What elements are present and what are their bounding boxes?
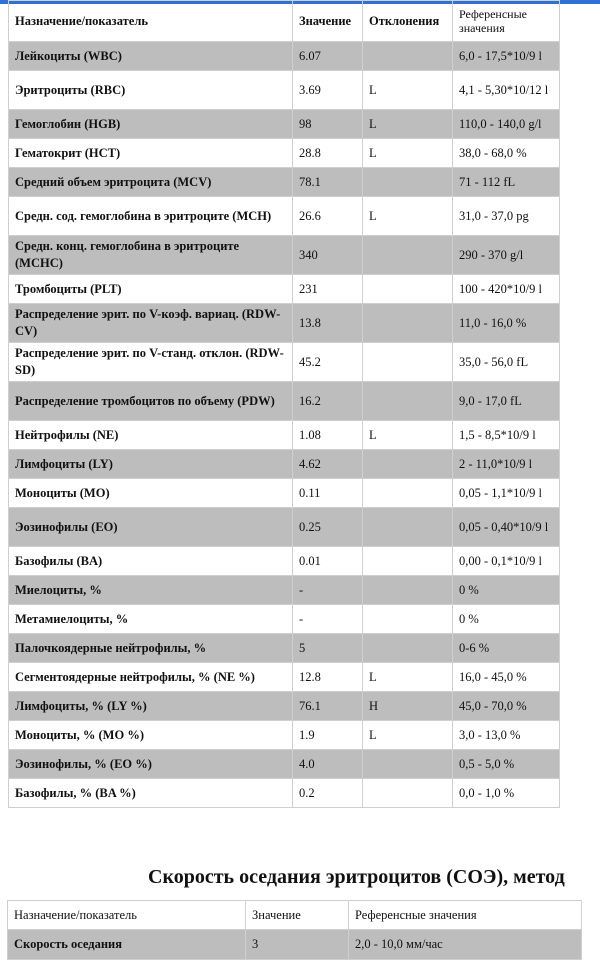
cell-value: 5 [293,634,363,663]
blood-test-table [8,0,560,808]
cell-deviation [363,236,453,275]
cell-deviation [363,634,453,663]
table-row [9,236,560,275]
cell-name: Моноциты (MO) [9,479,293,508]
esr-section-title: Скорость оседания эритроцитов (СОЭ), метод [148,866,565,888]
esr-cell-name: Скорость оседания [8,930,246,960]
cell-reference: 0,05 - 1,1*10/9 l [453,479,560,508]
cell-deviation [363,304,453,343]
cell-name: Гематокрит (HCT) [9,139,293,168]
esr-header-value: Значение [246,901,349,930]
cell-deviation [363,547,453,576]
cell-deviation [363,450,453,479]
cell-value: 0.01 [293,547,363,576]
cell-name: Средн. сод. гемоглобина в эритроците (MCH) [9,197,293,236]
cell-value: 6.07 [293,42,363,71]
table-row [9,721,560,750]
cell-name: Средн. конц. гемоглобина в эритроците (MCHC) [9,236,293,275]
table-row [9,71,560,110]
esr-header-row [8,901,582,930]
cell-reference: 71 - 112 fL [453,168,560,197]
esr-cell-reference: 2,0 - 10,0 мм/час [349,930,582,960]
cell-deviation: L [363,721,453,750]
table-row [9,42,560,71]
cell-name: Базофилы, % (BA %) [9,779,293,808]
cell-name: Распределение эрит. по V-станд. отклон. (RDW-SD) [9,343,293,382]
cell-name: Распределение эрит. по V-коэф. вариац. (RDW-CV) [9,304,293,343]
esr-row [8,930,582,960]
cell-deviation: H [363,692,453,721]
cell-reference: 11,0 - 16,0 % [453,304,560,343]
table-row [9,450,560,479]
cell-name: Нейтрофилы (NE) [9,421,293,450]
table-row [9,275,560,304]
table-row [9,479,560,508]
cell-deviation [363,168,453,197]
cell-deviation: L [363,421,453,450]
table-row [9,343,560,382]
cell-deviation: L [363,110,453,139]
cell-value: 0.25 [293,508,363,547]
table-row [9,421,560,450]
cell-deviation [363,750,453,779]
cell-name: Лимфоциты, % (LY %) [9,692,293,721]
cell-name: Эозинофилы (EO) [9,508,293,547]
table-row [9,139,560,168]
header-name: Назначение/показатель [9,1,293,42]
cell-name: Гемоглобин (HGB) [9,110,293,139]
cell-reference: 0-6 % [453,634,560,663]
cell-deviation [363,576,453,605]
cell-value: 340 [293,236,363,275]
cell-value: - [293,576,363,605]
table-row [9,692,560,721]
cell-deviation [363,779,453,808]
cell-reference: 6,0 - 17,5*10/9 l [453,42,560,71]
cell-deviation [363,605,453,634]
cell-reference: 16,0 - 45,0 % [453,663,560,692]
table-row [9,508,560,547]
cell-reference: 35,0 - 56,0 fL [453,343,560,382]
cell-name: Палочкоядерные нейтрофилы, % [9,634,293,663]
table-row [9,750,560,779]
cell-reference: 2 - 11,0*10/9 l [453,450,560,479]
header-reference: Референсные значения [453,1,560,42]
cell-name: Базофилы (BA) [9,547,293,576]
cell-name: Тромбоциты (PLT) [9,275,293,304]
esr-header-reference: Референсные значения [349,901,582,930]
cell-value: 13.8 [293,304,363,343]
cell-value: 78.1 [293,168,363,197]
cell-reference: 0,0 - 1,0 % [453,779,560,808]
cell-deviation [363,42,453,71]
cell-value: 98 [293,110,363,139]
cell-deviation: L [363,71,453,110]
cell-deviation: L [363,139,453,168]
esr-table [7,900,582,960]
esr-header-name: Назначение/показатель [8,901,246,930]
cell-reference: 0,5 - 5,0 % [453,750,560,779]
cell-reference: 0,05 - 0,40*10/9 l [453,508,560,547]
cell-value: 28.8 [293,139,363,168]
cell-reference: 31,0 - 37,0 pg [453,197,560,236]
cell-reference: 0 % [453,576,560,605]
cell-deviation [363,508,453,547]
cell-value: 0.2 [293,779,363,808]
header-value: Значение [293,1,363,42]
cell-reference: 290 - 370 g/l [453,236,560,275]
header-deviation: Отклонения [363,1,453,42]
cell-deviation: L [363,663,453,692]
cell-name: Средний объем эритроцита (MCV) [9,168,293,197]
cell-name: Сегментоядерные нейтрофилы, % (NE %) [9,663,293,692]
cell-value: 12.8 [293,663,363,692]
table-row [9,547,560,576]
cell-value: 4.0 [293,750,363,779]
table-row [9,382,560,421]
cell-reference: 100 - 420*10/9 l [453,275,560,304]
table-row [9,663,560,692]
cell-name: Распределение тромбоцитов по объему (PDW) [9,382,293,421]
cell-name: Миелоциты, % [9,576,293,605]
table-row [9,197,560,236]
cell-deviation: L [363,197,453,236]
cell-value: 231 [293,275,363,304]
cell-deviation [363,343,453,382]
cell-reference: 38,0 - 68,0 % [453,139,560,168]
cell-name: Эозинофилы, % (EO %) [9,750,293,779]
cell-deviation [363,382,453,421]
esr-cell-value: 3 [246,930,349,960]
cell-reference: 110,0 - 140,0 g/l [453,110,560,139]
table-row [9,110,560,139]
cell-reference: 0 % [453,605,560,634]
table-row [9,779,560,808]
cell-value: 16.2 [293,382,363,421]
cell-value: 3.69 [293,71,363,110]
table-row [9,304,560,343]
cell-name: Моноциты, % (MO %) [9,721,293,750]
cell-name: Лимфоциты (LY) [9,450,293,479]
cell-value: 76.1 [293,692,363,721]
cell-name: Лейкоциты (WBC) [9,42,293,71]
cell-value: 1.08 [293,421,363,450]
cell-reference: 9,0 - 17,0 fL [453,382,560,421]
cell-value: 26.6 [293,197,363,236]
cell-reference: 45,0 - 70,0 % [453,692,560,721]
cell-deviation [363,479,453,508]
cell-name: Метамиелоциты, % [9,605,293,634]
cell-reference: 1,5 - 8,5*10/9 l [453,421,560,450]
cell-value: 45.2 [293,343,363,382]
table-row [9,634,560,663]
cell-reference: 4,1 - 5,30*10/12 l [453,71,560,110]
cell-value: 4.62 [293,450,363,479]
cell-value: - [293,605,363,634]
cell-value: 0.11 [293,479,363,508]
table-row [9,576,560,605]
table-header-row [9,1,560,42]
table-row [9,605,560,634]
cell-reference: 3,0 - 13,0 % [453,721,560,750]
cell-reference: 0,00 - 0,1*10/9 l [453,547,560,576]
cell-value: 1.9 [293,721,363,750]
cell-deviation [363,275,453,304]
table-row [9,168,560,197]
cell-name: Эритроциты (RBC) [9,71,293,110]
